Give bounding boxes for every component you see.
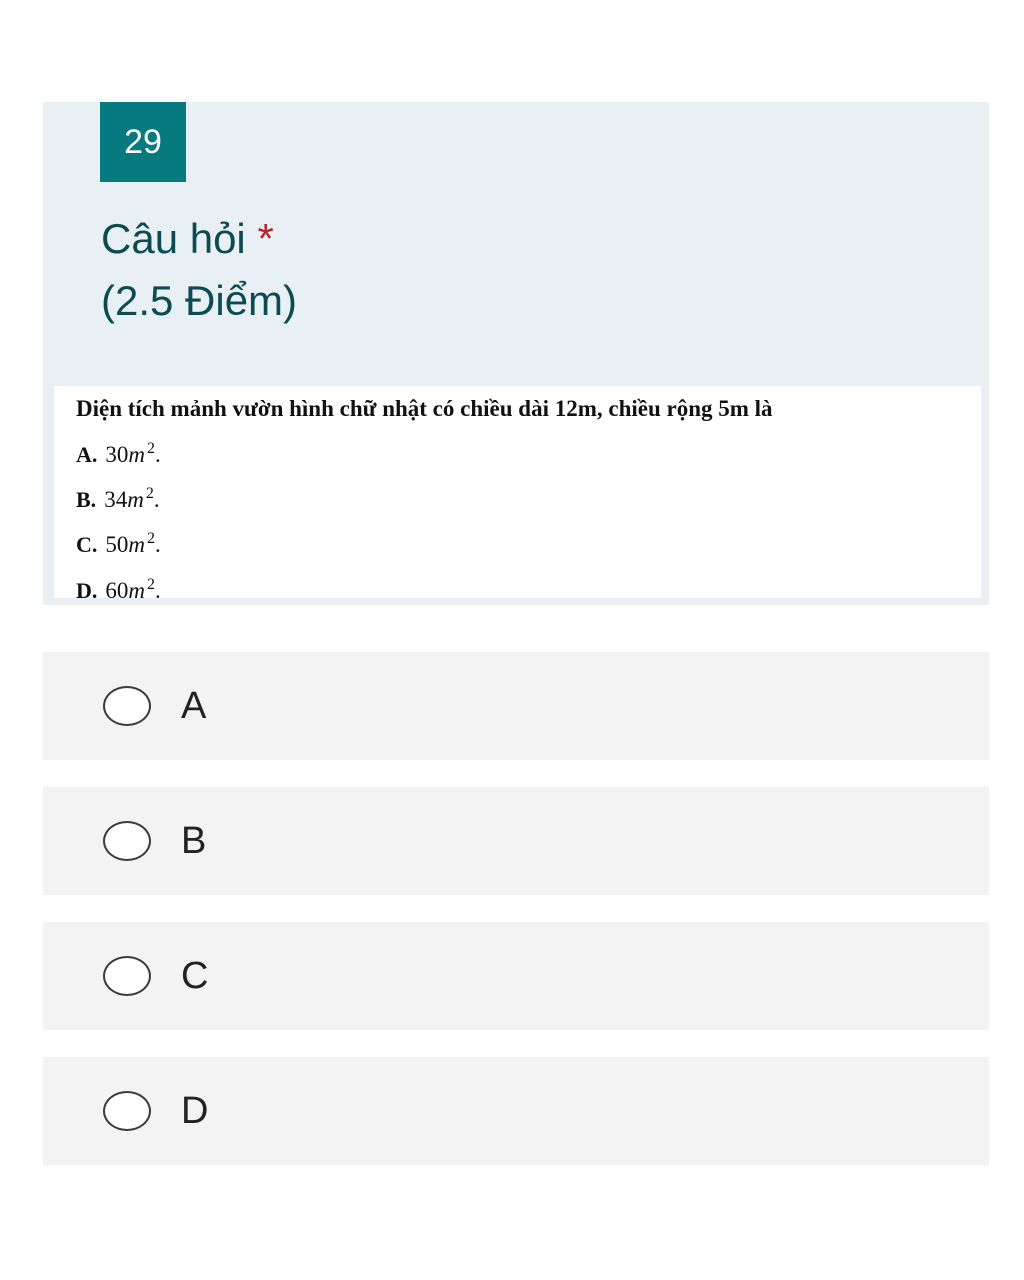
question-option-d: [76, 576, 161, 598]
option-value: 50m $^2$.: [105, 530, 161, 557]
option-value: 34m $^2$.: [104, 485, 160, 512]
choice-label: B: [181, 820, 207, 862]
question-title-text: Câu hỏi: [101, 215, 246, 262]
question-stem: Diện tích mảnh vườn hình chữ nhật có chiều dài 12m, chiều rộng 5m là: [76, 396, 773, 421]
question-card: [43, 102, 989, 605]
choice-label: D: [181, 1090, 209, 1132]
choice-label: A: [181, 685, 207, 727]
choice-b[interactable]: [43, 787, 989, 895]
radio-button-icon[interactable]: [103, 956, 151, 996]
option-letter: C.: [76, 532, 98, 557]
option-value: 60m $^2$.: [105, 576, 161, 598]
option-value: 30m $^2$.: [105, 440, 161, 467]
question-image-content: [54, 386, 981, 598]
question-option-c: [76, 530, 161, 558]
question-title: [101, 208, 297, 332]
question-points: (2.5 Điểm): [101, 277, 298, 324]
radio-button-icon[interactable]: [103, 1091, 151, 1131]
choice-c[interactable]: [43, 922, 989, 1030]
option-letter: D.: [76, 578, 98, 598]
choice-a[interactable]: [43, 652, 989, 760]
radio-button-icon[interactable]: [103, 821, 151, 861]
option-letter: A.: [76, 442, 98, 467]
question-option-b: [76, 485, 160, 513]
question-option-a: [76, 440, 161, 468]
option-letter: B.: [76, 487, 97, 512]
choice-d[interactable]: [43, 1057, 989, 1165]
choice-label: C: [181, 955, 209, 997]
radio-button-icon[interactable]: [103, 686, 151, 726]
question-number-badge: 29: [100, 102, 186, 182]
required-asterisk: *: [257, 215, 274, 262]
